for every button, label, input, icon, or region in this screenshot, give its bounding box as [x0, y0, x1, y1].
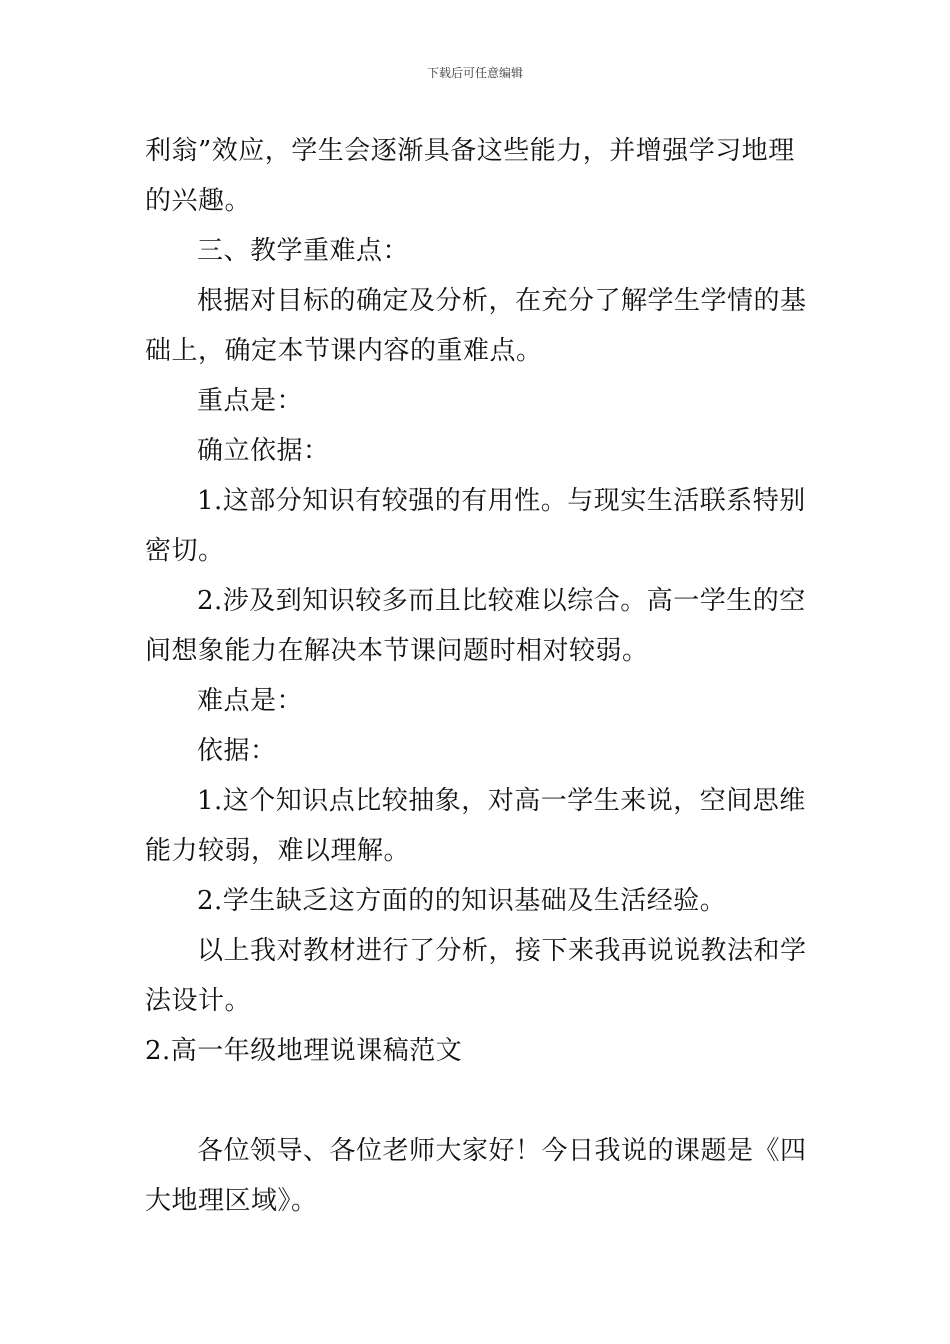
list-item: 1.这个知识点比较抽象，对高一学生来说，空间思维 [197, 786, 806, 816]
list-item: 2.涉及到知识较多而且比较难以综合。高一学生的空 [197, 586, 806, 616]
paragraph-line: 础上，确定本节课内容的重难点。 [145, 336, 543, 366]
paragraph-line: 确立依据： [197, 436, 330, 466]
paragraph-line: 难点是： [197, 686, 304, 716]
paragraph-line: 能力较弱，难以理解。 [145, 836, 411, 866]
page-header: 下载后可任意编辑 [426, 66, 523, 80]
paragraph-line: 密切。 [145, 536, 225, 566]
paragraph-line: 法设计。 [145, 986, 252, 1016]
list-item: 2.学生缺乏这方面的的知识基础及生活经验。 [197, 886, 727, 916]
paragraph-line: 依据： [197, 736, 277, 766]
paragraph-line: 以上我对教材进行了分析，接下来我再说说教法和学 [197, 936, 807, 966]
paragraph-line: 的兴趣。 [145, 186, 252, 216]
paragraph-line: 各位领导、各位老师大家好！今日我说的课题是《四 [197, 1136, 807, 1166]
paragraph-line: 根据对目标的确定及分析，在充分了解学生学情的基 [197, 286, 807, 316]
section-heading: 三、教学重难点： [197, 236, 410, 266]
paragraph-line: 重点是： [197, 386, 304, 416]
list-item: 1.这部分知识有较强的有用性。与现实生活联系特别 [197, 486, 806, 516]
section-title: 2.高一年级地理说课稿范文 [145, 1036, 463, 1066]
paragraph-line: 利翁”效应，学生会逐渐具备这些能力，并增强学习地理 [145, 136, 795, 166]
paragraph-line: 大地理区域》。 [145, 1186, 318, 1216]
paragraph-line: 间想象能力在解决本节课问题时相对较弱。 [145, 636, 649, 666]
